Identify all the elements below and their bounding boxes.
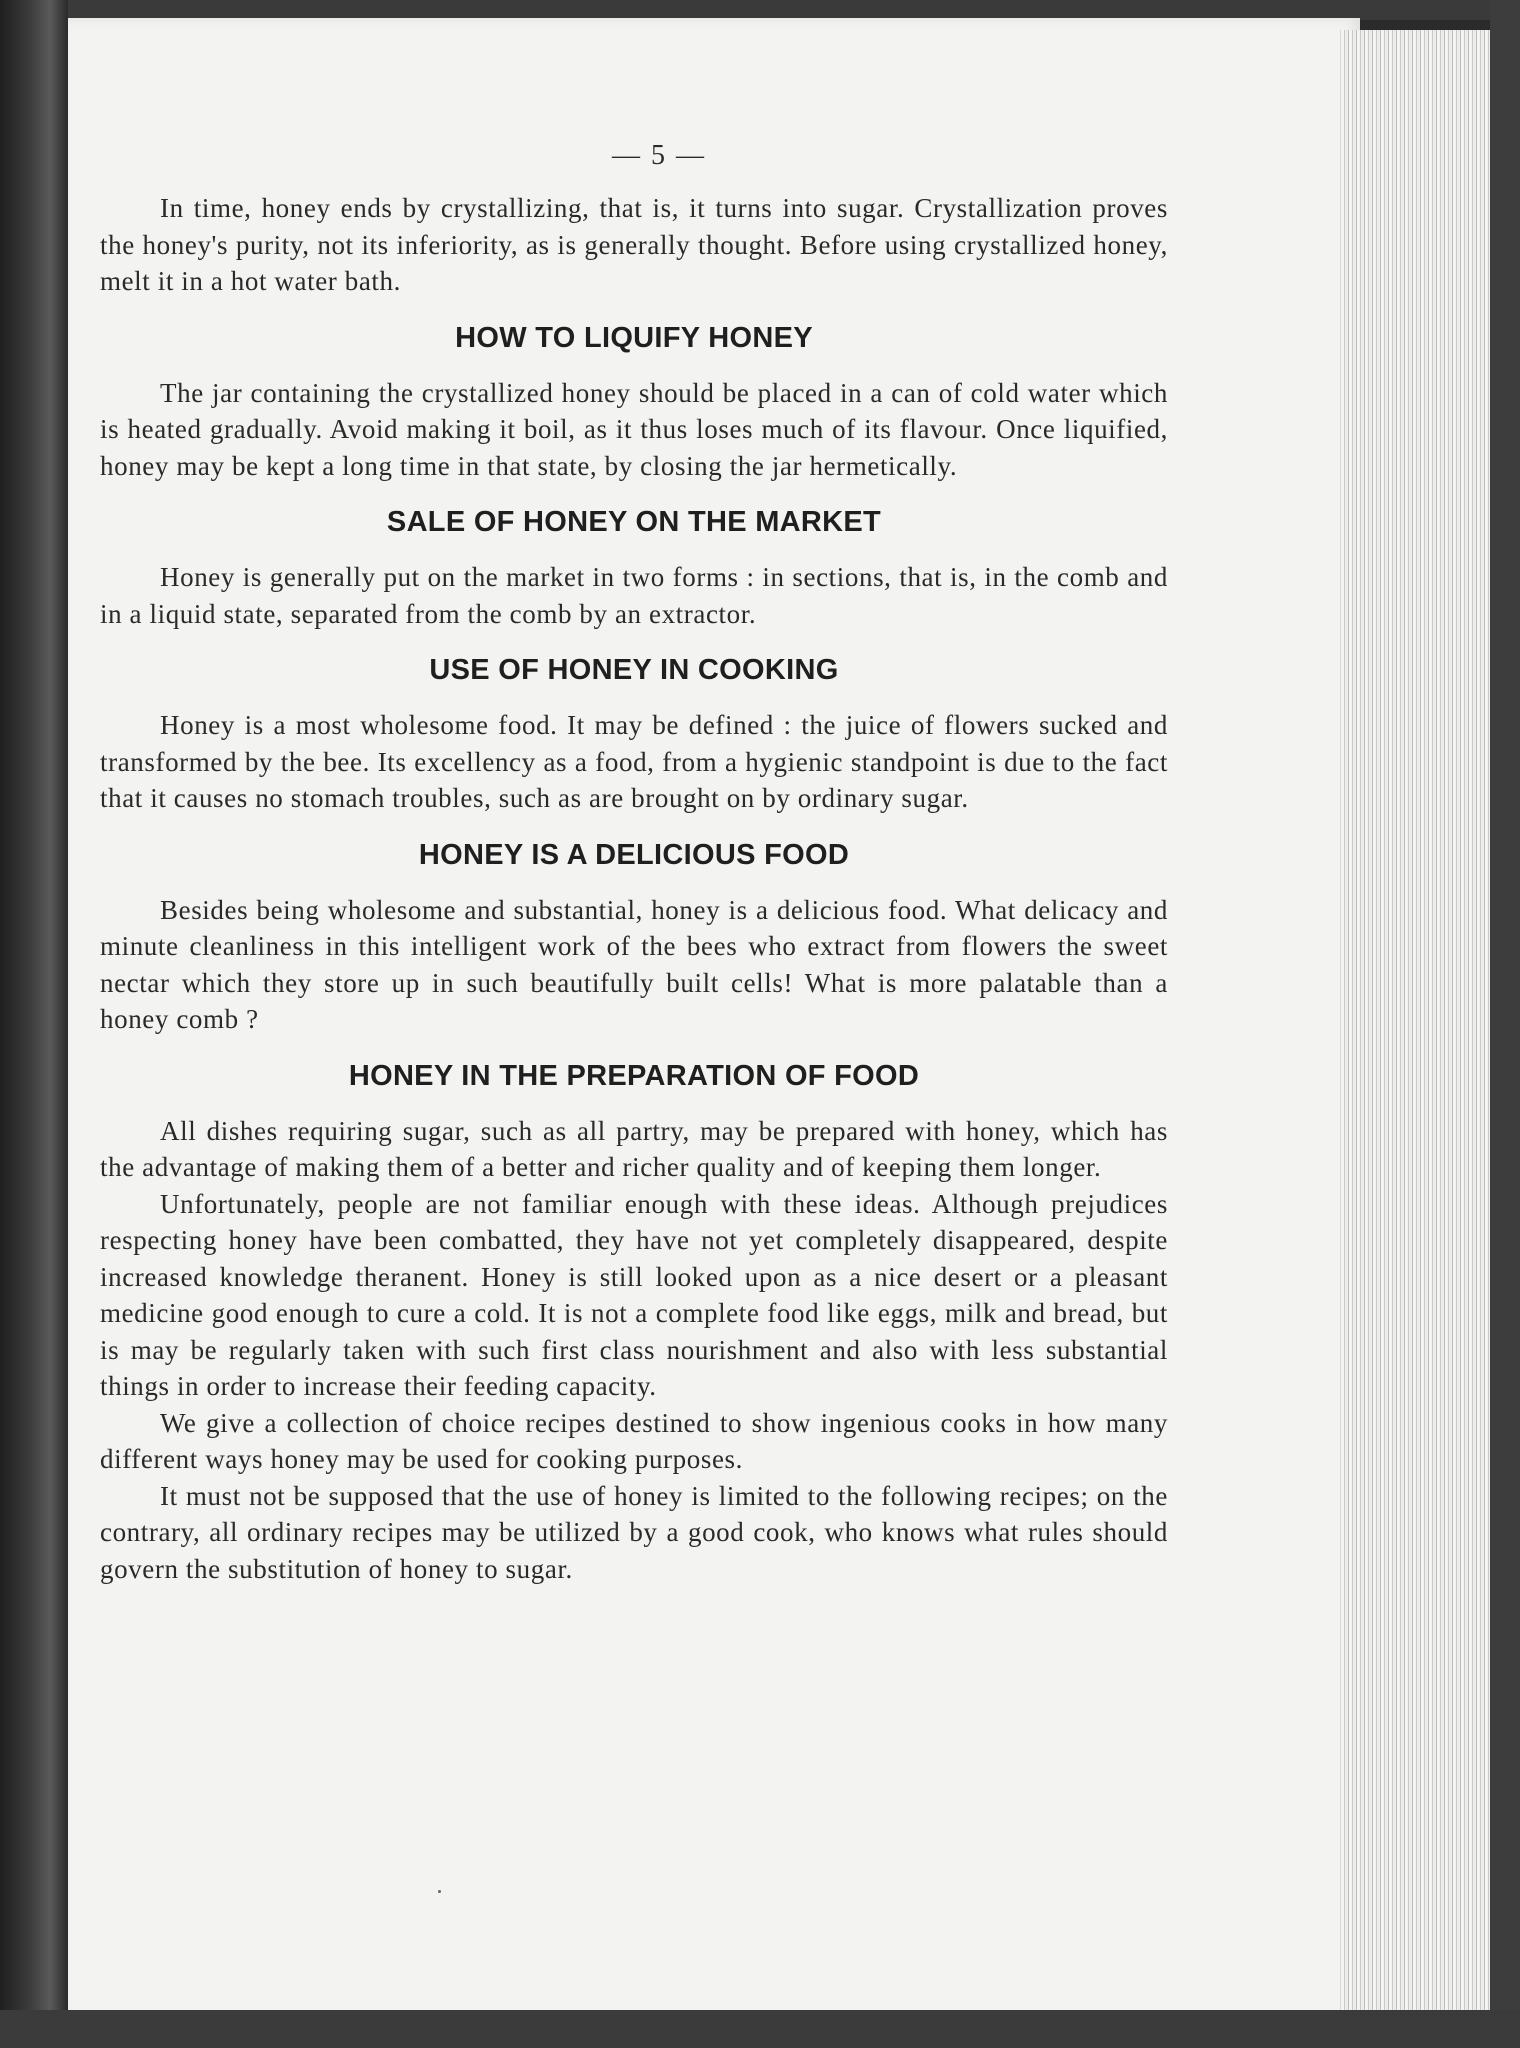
section-paragraph: Honey is a most wholesome food. It may be defined : the juice of flowers sucked and transformed by the bee. Its excellency as a food, from a hygienic standpoint is due to the fact that it causes no stomach troubles, such as are brought on by ordinary sugar. <box>100 710 1168 813</box>
section-heading: SALE OF HONEY ON THE MARKET <box>386 506 882 538</box>
page-speck <box>438 1890 441 1893</box>
section-sale <box>100 506 1168 632</box>
scanner-background-right <box>1490 0 1520 2048</box>
section-heading: USE OF HONEY IN COOKING <box>429 654 839 686</box>
book-gutter-left <box>0 0 68 2048</box>
page-edges-stack <box>1340 30 1491 2020</box>
section-paragraph: The jar containing the crystallized honey should be placed in a can of cold water which is heated gradually. Avoid making it boil, as it thus loses much of its flavour. Once liquified, honey may be kept a long time in that state, by closing the jar hermetically. <box>100 377 1168 481</box>
section-paragraph: Unfortunately, people are not familiar enough with these ideas. Although prejudices respecting honey have been combatted, they have not yet completely disappeared, despite increased knowledge theranent. Honey is still looked upon as a nice desert or a pleasant medicine good enough to cure a cold. It is not a complete food like eggs, milk and bread, but is may be regularly taken with such first class nourishment and also with less substantial things in order to increase their feeding capacity. <box>100 1188 1168 1401</box>
section-liquify <box>100 322 1168 485</box>
section-paragraph: It must not be supposed that the use of honey is limited to the following recipes; on the contrary, all ordinary recipes may be utilized by a good cook, who knows what rules should govern the substitution of honey to sugar. <box>100 1480 1168 1584</box>
section-paragraph: All dishes requiring sugar, such as all partry, may be prepared with honey, which has the advantage of making them of a better and richer quality and of keeping them longer. <box>100 1115 1168 1182</box>
section-preparation <box>100 1060 1168 1588</box>
scanner-background-bottom <box>0 2010 1520 2048</box>
section-heading: HONEY IS A DELICIOUS FOOD <box>418 838 850 871</box>
section-paragraph: Besides being wholesome and substantial, honey is a delicious food. What delicacy and minute cleanliness in this intelligent work of the bees who extract from flowers the sweet nectar which they store up in such beautifully built cells! What is more palatable than a honey comb ? <box>100 894 1168 1034</box>
section-paragraph: We give a collection of choice recipes destined to show ingenious cooks in how many different ways honey may be used for cooking purposes. <box>100 1407 1168 1474</box>
intro-paragraph: In time, honey ends by crystallizing, that is, it turns into sugar. Crystallization proves the honey's purity, not its inferiority, as is generally thought. Before using crystallized honey, melt it in a hot water bath. <box>100 193 1168 296</box>
section-paragraph: Honey is generally put on the market in two forms : in sections, that is, in the comb and in a liquid state, separated from the comb by an extractor. <box>100 562 1168 629</box>
section-heading: HOW TO LIQUIFY HONEY <box>455 321 813 354</box>
section-heading: HONEY IN THE PREPARATION OF FOOD <box>348 1059 920 1092</box>
section-cooking <box>100 654 1168 817</box>
page-content <box>100 140 1168 1587</box>
page-number: — 5 — <box>612 140 706 171</box>
section-delicious <box>100 839 1168 1038</box>
scanner-background-top <box>0 0 1520 20</box>
